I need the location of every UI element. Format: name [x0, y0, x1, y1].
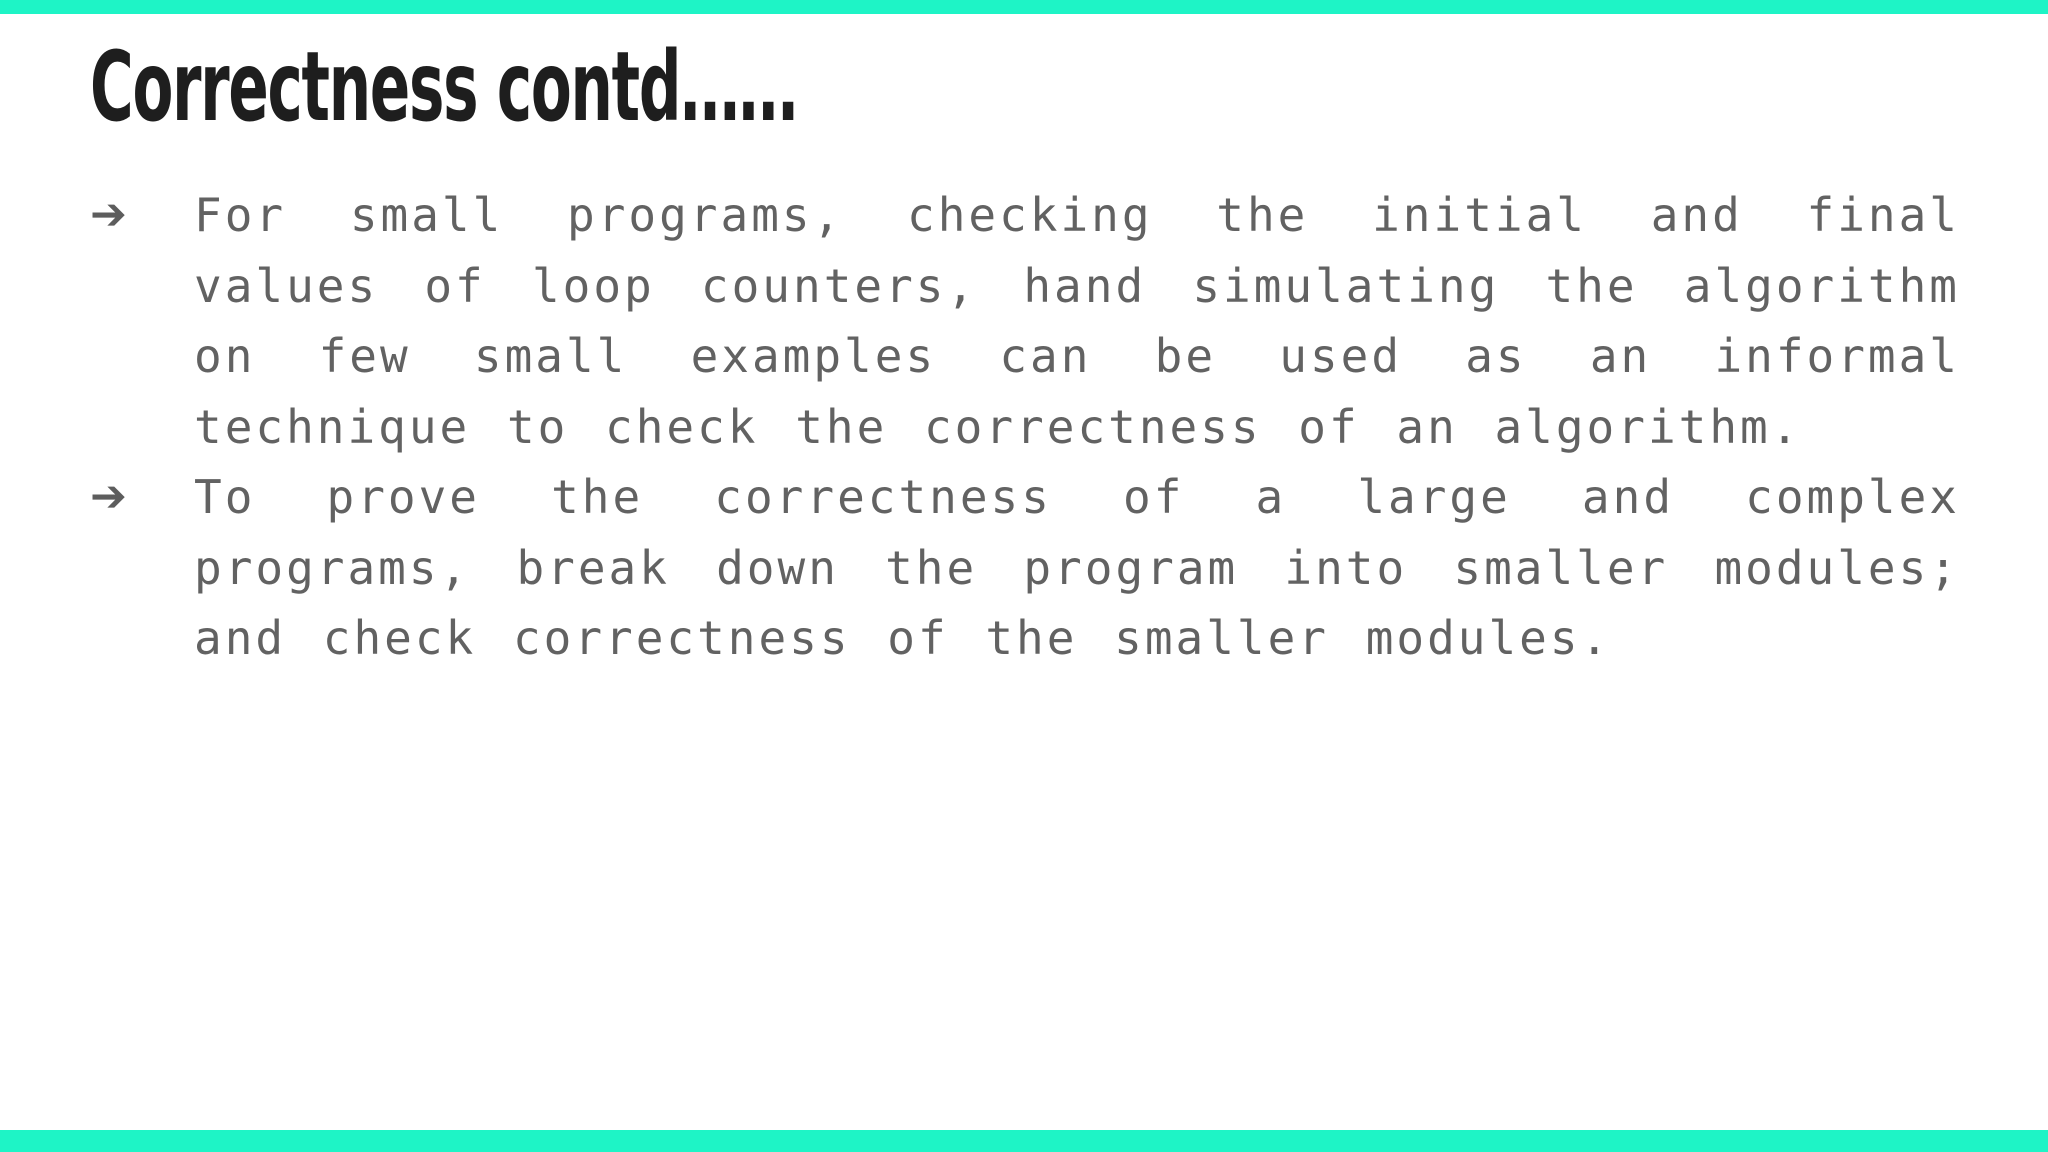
bullet-text: For small programs, checking the initial and final values of loop counters, hand simulating the algorithm on few small examples can be used as an informal technique to check the correctness of an algorithm.: [194, 188, 1960, 454]
slide-title: Correctness contd……: [90, 31, 797, 143]
right-arrow-icon: ➔: [90, 189, 127, 240]
bullet-text: To prove the correctness of a large and complex programs, break down the program into smaller modules; and check correctness of the smaller modules.: [194, 470, 1960, 665]
bullet-item: [90, 180, 1960, 462]
right-arrow-icon: ➔: [90, 471, 127, 522]
top-accent-bar: [0, 0, 2048, 14]
bottom-accent-bar: [0, 1130, 2048, 1152]
bullet-item: [90, 462, 1960, 674]
bullet-list: [90, 180, 1960, 674]
